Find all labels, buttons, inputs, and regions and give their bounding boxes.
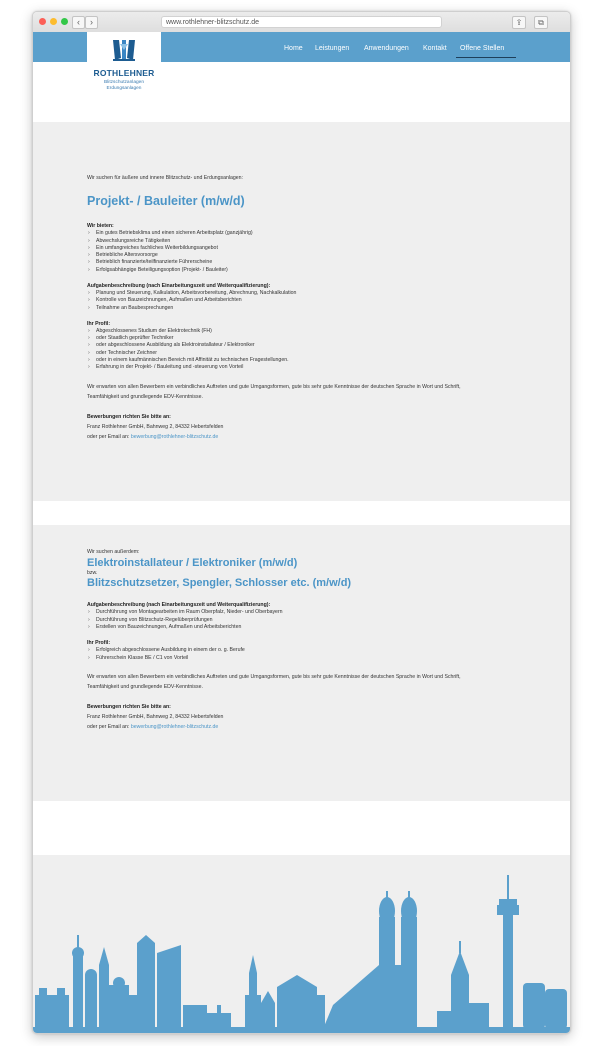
close-window-button[interactable] bbox=[39, 18, 46, 25]
job1-tasks-heading: Aufgabenbeschreibung (nach Einarbeitungszeit und Weiterqualifizierung): bbox=[87, 282, 271, 289]
job2-email-prefix: oder per Email an: bbox=[87, 723, 130, 730]
list-item: › Abwechslungsreiche Tätigkeiten bbox=[87, 238, 517, 245]
munich-skyline-illustration bbox=[33, 855, 570, 1033]
job2-email-line bbox=[87, 722, 517, 732]
back-arrow-icon[interactable]: ‹ bbox=[72, 16, 85, 29]
job1-offer-list bbox=[87, 230, 517, 274]
job-posting-section-1 bbox=[33, 122, 570, 501]
job1-email-prefix: oder per Email an: bbox=[87, 433, 130, 440]
job2-connector: bzw. bbox=[87, 570, 98, 577]
job2-profile-heading: Ihr Profil: bbox=[87, 640, 111, 647]
nav-leistungen[interactable]: Leistungen bbox=[315, 45, 350, 52]
list-item: › Erfolgreich abgeschlossene Ausbildung in einem der o. g. Berufe bbox=[87, 647, 517, 654]
list-item: › Planung und Steuerung, Kalkulation, Arbeitsvorbereitung, Abrechnung, Nachkalkulation bbox=[87, 290, 517, 297]
nav-offene-stellen[interactable]: Offene Stellen bbox=[460, 45, 505, 52]
browser-toolbar bbox=[33, 12, 570, 33]
nav-kontakt[interactable]: Kontakt bbox=[423, 45, 447, 52]
job1-content bbox=[87, 175, 517, 442]
nav-active-indicator bbox=[456, 57, 516, 58]
list-item: › Durchführung von Montagearbeiten im Raum Oberpfalz, Nieder- und Oberbayern bbox=[87, 609, 517, 616]
nav-home[interactable]: Home bbox=[284, 45, 303, 52]
job2-expectations-line-1: Wir erwarten von allen Bewerbern ein verbindliches Auftreten und gute Umgangsformen, gute bis sehr gute Kenntnisse der deutschen Sprache in Wort und Schrift, bbox=[87, 673, 461, 680]
job2-title-1: Elektroinstallateur / Elektroniker (m/w/d) bbox=[87, 557, 298, 570]
job2-apply-heading: Bewerbungen richten Sie bitte an: bbox=[87, 703, 171, 710]
list-item: › oder abgeschlossene Ausbildung als Elektroinstallateur / Elektroniker bbox=[87, 342, 517, 349]
job1-expectations-line-1: Wir erwarten von allen Bewerbern ein verbindliches Auftreten und gute Umgangsformen, gute bis sehr gute Kenntnisse der deutschen Sprache in Wort und Schrift, bbox=[87, 383, 461, 390]
list-item: › oder in einem kaufmännischen Bereich mit Affinität zu technischen Fragestellungen. bbox=[87, 357, 517, 364]
logo-name: ROTHLEHNER bbox=[93, 68, 155, 78]
job2-expectations-line-2: Teamfähigkeit und grundlegende EDV-Kenntnisse. bbox=[87, 683, 203, 690]
list-item: › Erfolgsabhängige Beteiligungsoption (Projekt- / Bauleiter) bbox=[87, 267, 517, 274]
job1-email-line bbox=[87, 432, 517, 442]
list-item: › Führerschein Klasse BE / C1 von Vorteil bbox=[87, 655, 517, 662]
list-item: › Betrieblich finanzierte/teilfinanzierte Führerscheine bbox=[87, 259, 517, 266]
nav-anwendungen[interactable]: Anwendungen bbox=[364, 45, 409, 52]
job2-title-2: Blitzschutzsetzer, Spengler, Schlosser etc. (m/w/d) bbox=[87, 577, 352, 590]
job1-email-link[interactable]: bewerbung@rothlehner-blitzschutz.de bbox=[130, 433, 219, 440]
job1-apply-heading: Bewerbungen richten Sie bitte an: bbox=[87, 413, 171, 420]
logo-subline-1: Blitzschutzanlagen bbox=[104, 80, 144, 85]
minimize-window-button[interactable] bbox=[50, 18, 57, 25]
job2-tasks-heading: Aufgabenbeschreibung (nach Einarbeitungszeit und Weiterqualifizierung): bbox=[87, 602, 271, 609]
job2-tasks-list bbox=[87, 609, 517, 631]
list-item: › Abgeschlossenes Studium der Elektrotechnik (FH) bbox=[87, 328, 517, 335]
list-item: › Erstellen von Bauzeichnungen, Aufmaßen und Arbeitsberichten bbox=[87, 624, 517, 631]
list-item: › Erfahrung in der Projekt- / Bauleitung und -steuerung von Vorteil bbox=[87, 364, 517, 371]
maximize-window-button[interactable] bbox=[61, 18, 68, 25]
job2-address: Franz Rothlehner GmbH, Bahnweg 2, 84332 Hebertsfelden bbox=[87, 713, 224, 720]
forward-arrow-icon[interactable]: › bbox=[85, 16, 98, 29]
logo-subline-2: Erdungsanlagen bbox=[106, 86, 142, 91]
list-item: › Ein umfangreiches fachliches Weiterbildungsangebot bbox=[87, 245, 517, 252]
job2-profile-list bbox=[87, 647, 517, 662]
list-item: › Kontrolle von Bauzeichnungen, Aufmaßen und Arbeitsberichten bbox=[87, 297, 517, 304]
address-bar[interactable]: www.rothlehner-blitzschutz.de bbox=[161, 16, 442, 28]
job2-content bbox=[87, 549, 517, 732]
tabs-icon[interactable]: ⧉ bbox=[534, 16, 548, 29]
company-logo[interactable] bbox=[87, 32, 161, 109]
browser-window bbox=[32, 11, 571, 1034]
job1-tasks-list bbox=[87, 290, 517, 312]
list-item: › Ein gutes Betriebsklima und einen sicheren Arbeitsplatz (ganzjährig) bbox=[87, 230, 517, 237]
list-item: › Teilnahme an Baubesprechungen bbox=[87, 305, 517, 312]
list-item: › oder Technischer Zeichner bbox=[87, 350, 517, 357]
list-item: › Betriebliche Altersvorsorge bbox=[87, 252, 517, 259]
list-item: › Durchführung von Blitzschutz-Regelüberprüfungen bbox=[87, 617, 517, 624]
job-posting-section-2 bbox=[33, 525, 570, 801]
job1-expectations-line-2: Teamfähigkeit und grundlegende EDV-Kenntnisse. bbox=[87, 393, 203, 400]
logo-mark-icon bbox=[111, 38, 137, 62]
job2-email-link[interactable]: bewerbung@rothlehner-blitzschutz.de bbox=[130, 723, 219, 730]
job1-offer-heading: Wir bieten: bbox=[87, 223, 114, 230]
job1-intro: Wir suchen für äußere und innere Blitzschutz- und Erdungsanlagen: bbox=[87, 175, 243, 181]
job1-title: Projekt- / Bauleiter (m/w/d) bbox=[87, 194, 245, 209]
share-icon[interactable]: ⇪ bbox=[512, 16, 526, 29]
job1-address: Franz Rothlehner GmbH, Bahnweg 2, 84332 Hebertsfelden bbox=[87, 423, 224, 430]
job1-profile-list bbox=[87, 328, 517, 372]
list-item: › oder Staatlich geprüfter Techniker bbox=[87, 335, 517, 342]
job1-profile-heading: Ihr Profil: bbox=[87, 320, 111, 327]
job2-intro: Wir suchen außerdem: bbox=[87, 549, 140, 555]
